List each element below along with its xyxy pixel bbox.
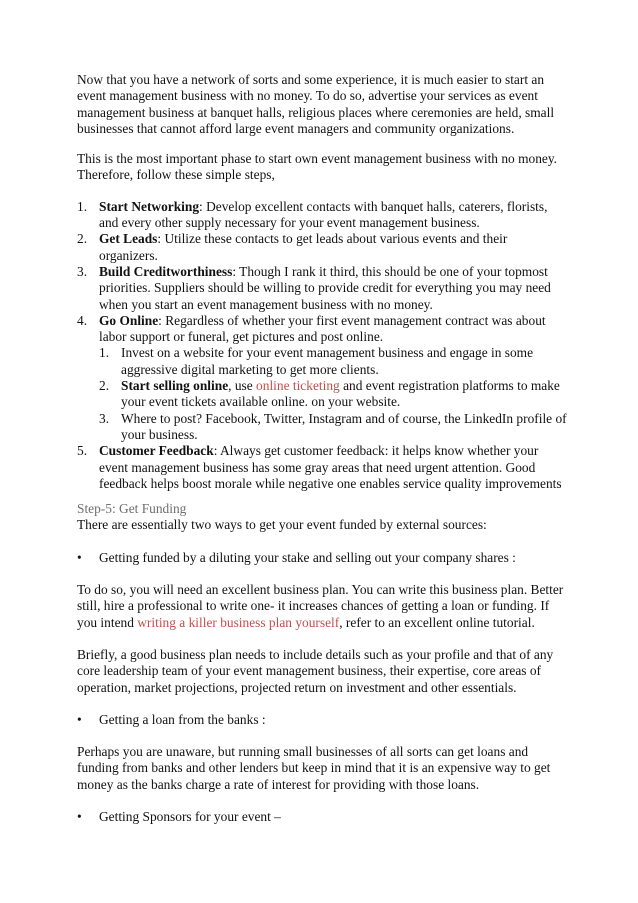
step-number: 1.: [77, 198, 88, 214]
step-text: : Regardless of whether your first event management contract was about labor support or funeral, get pictures and post online.: [99, 312, 546, 345]
substep-item-website: [99, 345, 567, 378]
substep-number: 3.: [99, 410, 110, 426]
substep-number: 1.: [99, 345, 110, 361]
document-page: [77, 72, 567, 841]
business-plan-text-pre: To do so, you will need an excellent business plan. You can write this business plan. Better still, hire a professional to write one- it increases chances of getting a loan or funding. If you intend: [77, 582, 564, 630]
bullet-icon: •: [77, 808, 82, 824]
substep-item-where-to-post: [99, 411, 567, 444]
substep-text: Invest on a website for your event management business and engage in some aggressive digital marketing to get more clients.: [121, 345, 534, 377]
online-ticketing-link[interactable]: online ticketing: [256, 378, 340, 394]
intro-paragraph: Now that you have a network of sorts and some experience, it is much easier to start an event management business with no money. To do so, advertise your services as event management business at banquet halls, religious places where ceremonies are held, small businesses that cannot afford large event managers and community organizations.: [77, 72, 555, 136]
step-item-go-online: [77, 313, 567, 443]
step-text: : Though I rank it third, this should be one of your topmost priorities. Suppliers should be willing to provide credit for everything you may need when you start an event management business with no money.: [99, 263, 551, 312]
online-substeps-list: [99, 345, 567, 443]
step-title: Get Leads: [99, 231, 158, 247]
step-text: : Develop excellent contacts with banquet halls, caterers, florists, and every other supply necessary for your event management business.: [99, 198, 548, 231]
step-item-customer-feedback: [77, 443, 567, 492]
bullet-item-equity: [77, 550, 567, 566]
step-title: Build Creditworthiness: [99, 263, 233, 279]
business-plan-paragraph: [77, 582, 567, 631]
step-item-creditworthiness: [77, 264, 567, 313]
step-number: 4.: [77, 312, 88, 328]
substep-text-pre: , use: [228, 378, 257, 394]
bullet-item-sponsors: [77, 809, 567, 825]
step5-heading: Step-5: Get Funding: [77, 501, 187, 517]
step-number: 5.: [77, 443, 88, 459]
step-title: Customer Feedback: [99, 443, 214, 459]
step-item-leads: [77, 231, 567, 264]
bullet-text: Getting a loan from the banks :: [99, 711, 266, 727]
substep-number: 2.: [99, 378, 110, 394]
briefly-paragraph: Briefly, a good business plan needs to include details such as your profile and that of any core leadership team of your event management business, their expertise, core areas of operation, market projections, projected return on investment and other essentials.: [77, 646, 554, 695]
phase-paragraph: This is the most important phase to start own event management business with no money. Therefore, follow these simple steps,: [77, 151, 558, 183]
step5-intro: There are essentially two ways to get your event funded by external sources:: [77, 517, 487, 533]
substep-title: Start selling online: [121, 378, 229, 394]
step-title: Start Networking: [99, 198, 200, 214]
step-title: Go Online: [99, 312, 159, 328]
bullet-icon: •: [77, 549, 82, 565]
step-text: : Always get customer feedback: it helps know whether your event management business has some gray areas that need urgent attention. Good feedback helps boost morale while negative one enables service quality improvements: [99, 443, 562, 491]
step-item-networking: [77, 199, 567, 232]
bullet-text: Getting funded by a diluting your stake and selling out your company shares :: [99, 549, 516, 565]
business-plan-text-post: , refer to an excellent online tutorial.: [339, 614, 535, 630]
step-number: 3.: [77, 263, 88, 279]
steps-list: [77, 199, 567, 492]
bullet-icon: •: [77, 711, 82, 727]
step-number: 2.: [77, 231, 88, 247]
substep-text: Where to post? Facebook, Twitter, Instagram and of course, the LinkedIn profile of your business.: [121, 410, 567, 442]
business-plan-link[interactable]: writing a killer business plan yourself: [137, 614, 340, 630]
bullet-text: Getting Sponsors for your event –: [99, 808, 281, 824]
bullet-item-bank-loan: [77, 712, 567, 728]
loan-paragraph: Perhaps you are unaware, but running small businesses of all sorts can get loans and funding from banks and other lenders but keep in mind that it is an expensive way to get money as the banks charge a rate of interest for providing with those loans.: [77, 744, 551, 792]
substep-item-selling-online: [99, 378, 567, 411]
step-text: : Utilize these contacts to get leads about various events and their organizers.: [99, 231, 508, 263]
substep-text-post: and event registration platforms to make your event tickets available online. on your website.: [121, 378, 560, 410]
